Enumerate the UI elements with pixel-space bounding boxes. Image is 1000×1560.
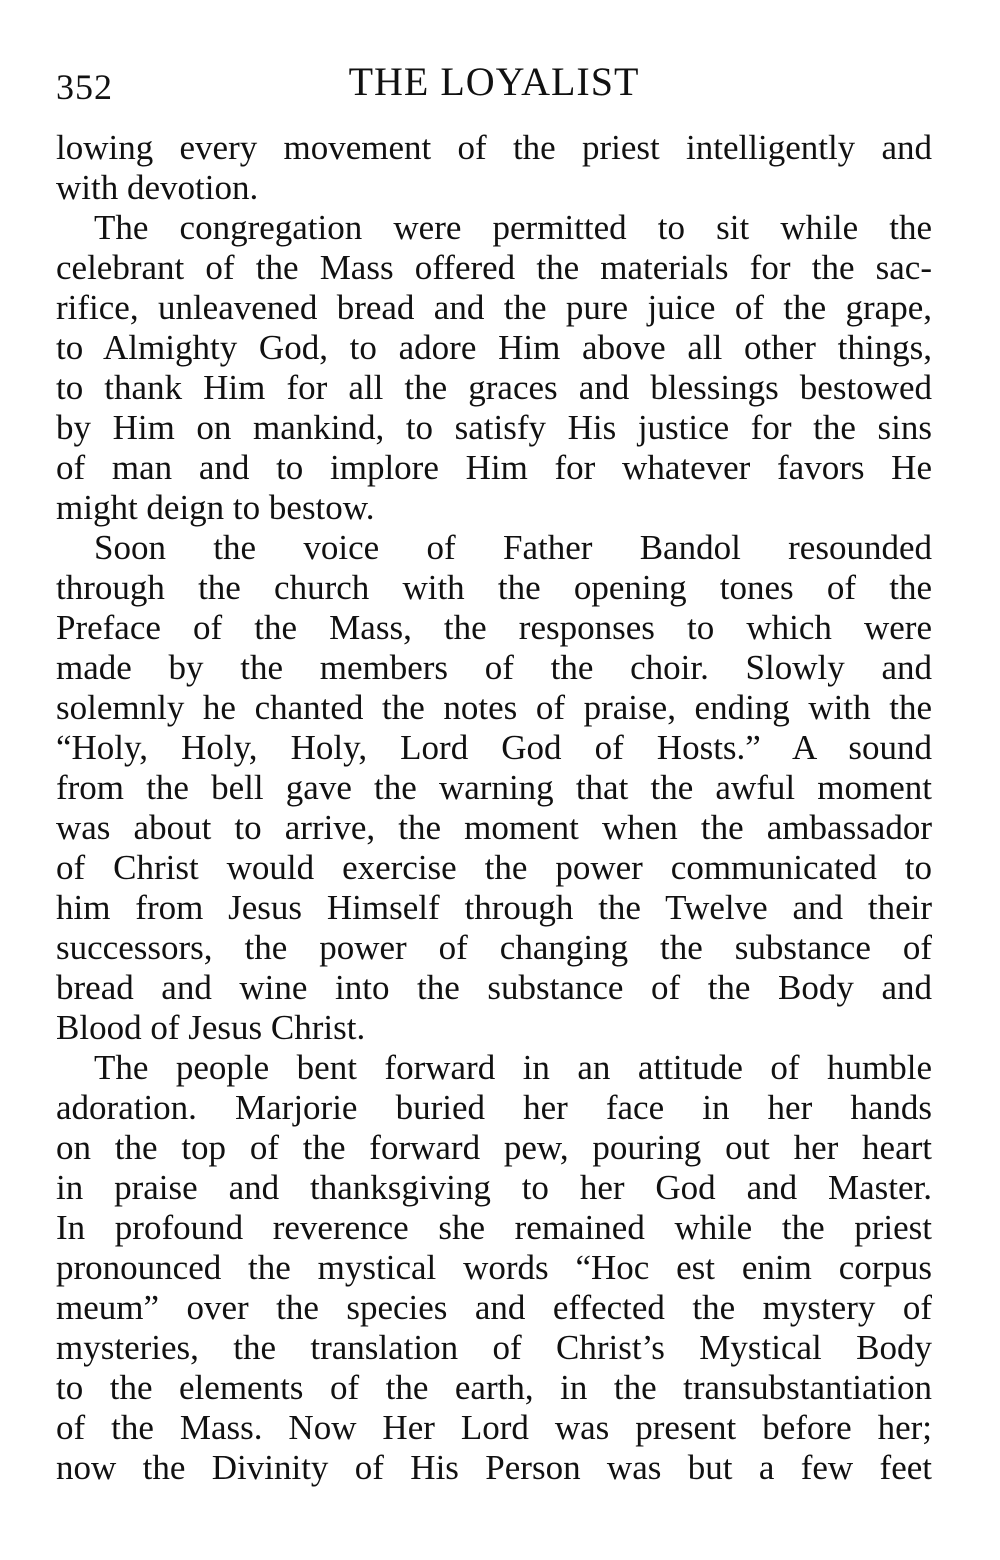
- text-line: Soon the voice of Father Bandol resounded: [94, 528, 932, 567]
- text-line: now the Divinity of His Person was but a few feet: [56, 1448, 932, 1487]
- text-line: successors, the power of changing the substance of: [56, 928, 932, 967]
- text-line: through the church with the opening tones of the: [56, 568, 932, 607]
- text-line: Preface of the Mass, the responses to which were: [56, 608, 932, 647]
- text-line: rifice, unleavened bread and the pure juice of the grape,: [56, 288, 932, 327]
- text-line: with devotion.: [56, 168, 259, 207]
- text-line: of the Mass. Now Her Lord was present before her;: [56, 1408, 932, 1447]
- text-line: The congregation were permitted to sit while the: [94, 208, 932, 247]
- text-line: Blood of Jesus Christ.: [56, 1008, 366, 1047]
- page-header: [56, 58, 932, 108]
- text-line: to thank Him for all the graces and blessings bestowed: [56, 368, 932, 407]
- text-line: mysteries, the translation of Christ’s Mystical Body: [56, 1328, 932, 1367]
- text-line: solemnly he chanted the notes of praise, ending with the: [56, 688, 932, 727]
- text-line: from the bell gave the warning that the awful moment: [56, 768, 932, 807]
- text-line: to the elements of the earth, in the transubstantiation: [56, 1368, 932, 1407]
- text-line: adoration. Marjorie buried her face in her hands: [56, 1088, 932, 1127]
- text-line: on the top of the forward pew, pouring out her heart: [56, 1128, 932, 1167]
- text-line: in praise and thanksgiving to her God and Master.: [56, 1168, 932, 1207]
- text-line: made by the members of the choir. Slowly and: [56, 648, 932, 687]
- text-line: meum” over the species and effected the mystery of: [56, 1288, 932, 1327]
- paragraph: [56, 1048, 932, 1488]
- body-text: [56, 128, 932, 1488]
- text-line: of man and to implore Him for whatever favors He: [56, 448, 932, 487]
- text-line: In profound reverence she remained while the priest: [56, 1208, 932, 1247]
- page-number: 352: [56, 67, 113, 107]
- text-line: bread and wine into the substance of the Body and: [56, 968, 932, 1007]
- text-line: The people bent forward in an attitude of humble: [94, 1048, 932, 1087]
- text-line: “Holy, Holy, Holy, Lord God of Hosts.” A sound: [56, 728, 932, 767]
- text-line: celebrant of the Mass offered the materials for the sac-: [56, 248, 932, 287]
- text-line: was about to arrive, the moment when the ambassador: [56, 808, 932, 847]
- text-line: lowing every movement of the priest intelligently and: [56, 128, 932, 167]
- text-line: by Him on mankind, to satisfy His justice for the sins: [56, 408, 932, 447]
- text-line: might deign to bestow.: [56, 488, 375, 527]
- paragraph: [56, 128, 932, 208]
- running-title: THE LOYALIST: [348, 59, 640, 104]
- text-line: to Almighty God, to adore Him above all other things,: [56, 328, 932, 367]
- text-line: of Christ would exercise the power communicated to: [56, 848, 932, 887]
- text-line: pronounced the mystical words “Hoc est enim corpus: [56, 1248, 932, 1287]
- paragraph: [56, 528, 932, 1048]
- paragraph: [56, 208, 932, 528]
- text-line: him from Jesus Himself through the Twelve and their: [56, 888, 932, 927]
